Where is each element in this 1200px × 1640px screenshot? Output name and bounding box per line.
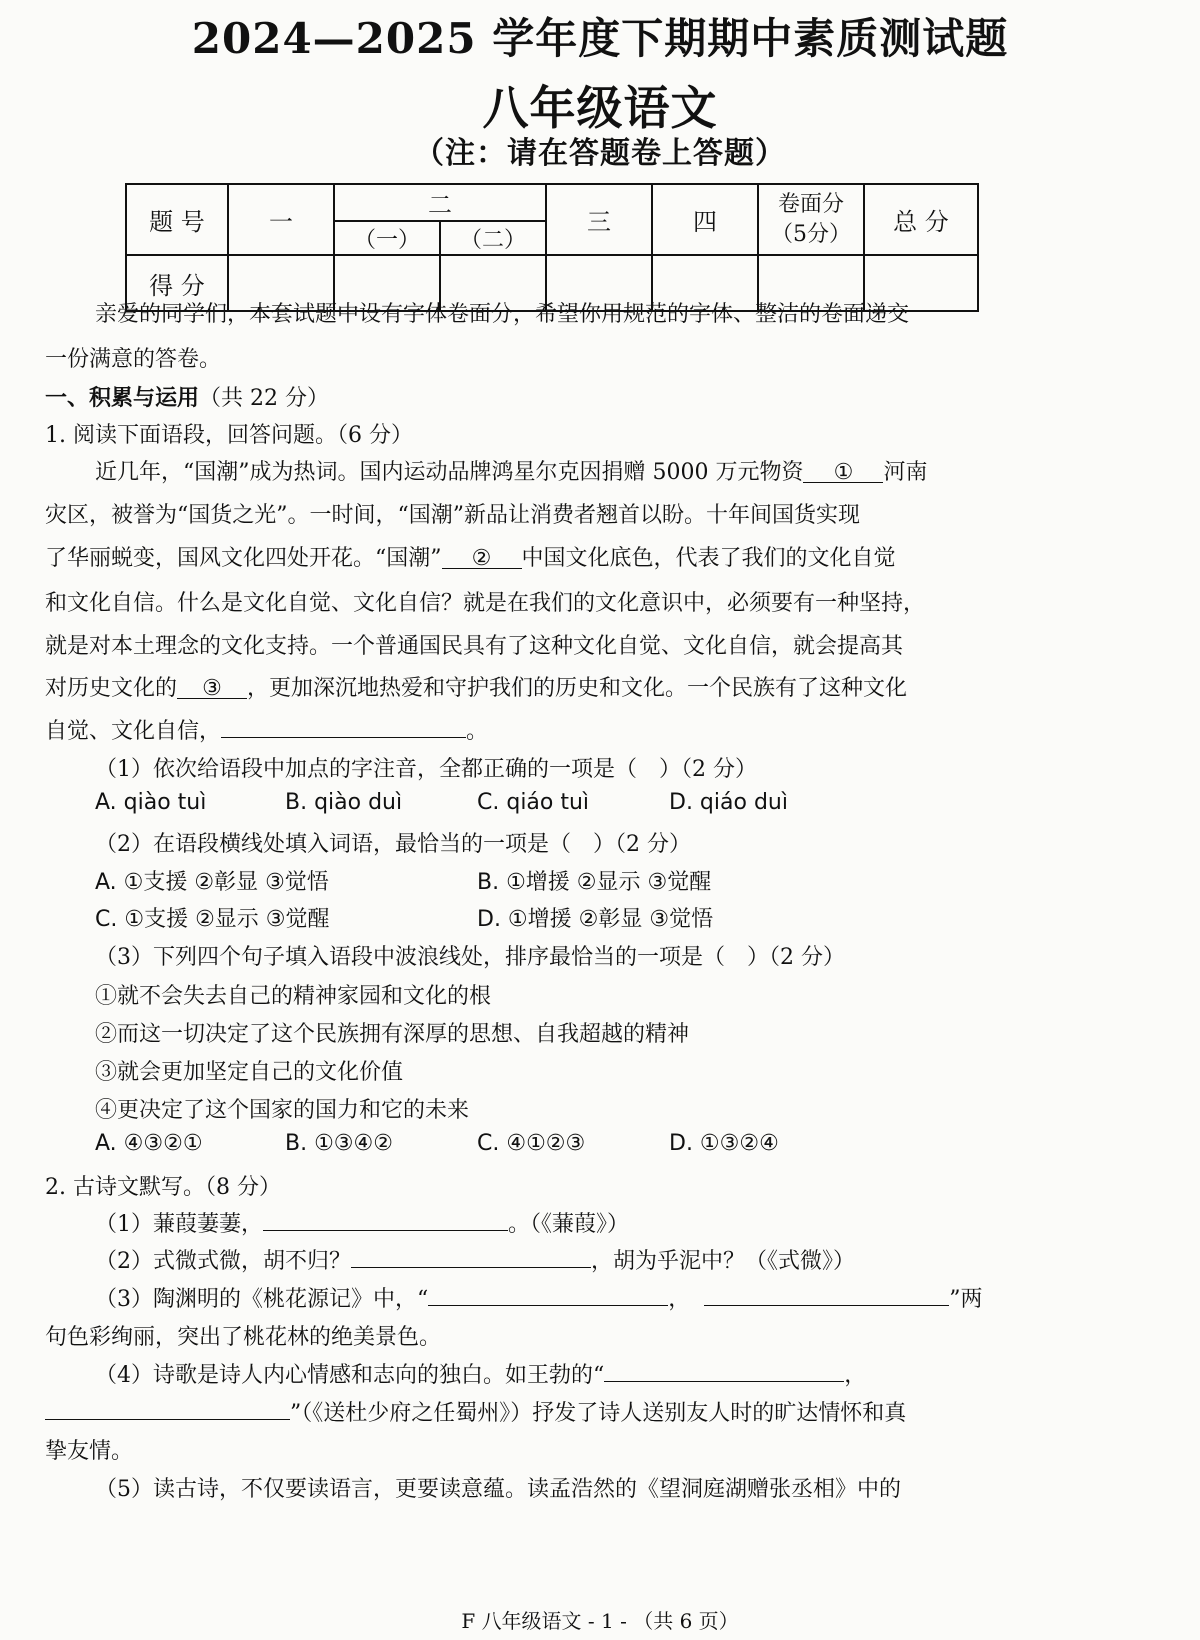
- recite-text: ，: [668, 1287, 691, 1312]
- q1-sub2-option-d: D. ①增援 ②彰显 ③觉悟: [477, 907, 714, 932]
- passage-text: 了华丽蜕变，国风文化四处开花。“国潮”: [45, 546, 442, 571]
- exam-title: 2024—2025 学年度下期期中素质测试题: [191, 14, 1009, 63]
- q1-sentence-2: ②而这一切决定了这个民族拥有深厚的思想、自我超越的精神: [95, 1022, 690, 1047]
- recite-text: （4）诗歌是诗人内心情感和志向的独白。如王勃的“: [95, 1363, 605, 1388]
- recite-text: （1）蒹葭萋萋，: [95, 1212, 263, 1237]
- q1-passage-line-6: [45, 671, 907, 702]
- q1-passage-line-5: 就是对本土理念的文化支持。一个普通国民具有了这种文化自觉、文化自信，就会提高其: [45, 634, 904, 659]
- q1-passage-line-1: [95, 455, 928, 486]
- q1-sub1-option-b: B. qiào duì: [285, 790, 403, 815]
- q2-item-1: [95, 1207, 629, 1238]
- blank-wavy: [221, 715, 466, 738]
- q1-sub3: （3）下列四个句子填入语段中波浪线处，排序最恰当的一项是（ ）（2 分）: [95, 945, 845, 970]
- col-neatness-label: 卷面分: [777, 191, 844, 217]
- blank-1: ①: [803, 460, 883, 483]
- passage-text: ，更加深沉地热爱和守护我们的历史和文化。一个民族有了这种文化: [247, 676, 908, 701]
- q2-item-4-cont: [45, 1396, 906, 1427]
- q1-sub3-option-d: D. ①③②④: [669, 1131, 779, 1156]
- recite-text: （3）陶渊明的《桃花源记》中，“: [95, 1287, 429, 1312]
- q1-sub3-option-a: A. ④③②①: [95, 1131, 203, 1156]
- q1-sentence-1: ①就不会失去自己的精神家园和文化的根: [95, 984, 492, 1009]
- q1-sub3-option-b: B. ①③④②: [285, 1131, 393, 1156]
- q1-sentence-3: ③就会更加坚定自己的文化价值: [95, 1060, 404, 1085]
- q2-item-4-end: 挚友情。: [45, 1439, 134, 1464]
- recite-text: ，: [844, 1363, 867, 1388]
- recite-blank: [704, 1283, 949, 1306]
- passage-text: 。: [466, 719, 489, 744]
- q1-sub2: （2）在语段横线处填入词语，最恰当的一项是（ ）（2 分）: [95, 832, 691, 857]
- passage-text: 近几年，“国潮”成为热词。国内运动品牌鸿星尔克因捐赠 5000 万元物资: [95, 460, 804, 485]
- recite-blank: [263, 1208, 508, 1231]
- recite-blank: [604, 1359, 844, 1382]
- col-part-2: 二: [334, 184, 546, 221]
- recite-text: ”两: [949, 1287, 983, 1312]
- recite-text: ，胡为乎泥中？（《式微》）: [591, 1249, 856, 1274]
- row-label-score: 得 分: [126, 255, 228, 311]
- q2-item-4: [95, 1358, 866, 1389]
- q2-item-3: [95, 1282, 983, 1313]
- exam-subject: 八年级语文: [482, 81, 718, 135]
- recite-blank: [45, 1397, 290, 1420]
- q2-stem: 2. 古诗文默写。（8 分）: [45, 1175, 281, 1200]
- q1-passage-line-7: [45, 714, 488, 745]
- exam-note: （注：请在答题卷上答题）: [414, 136, 786, 171]
- col-part-4: 四: [652, 184, 758, 255]
- recite-text: （2）式微式微，胡不归？: [95, 1249, 351, 1274]
- col-total: 总 分: [864, 184, 978, 255]
- q1-sub1: （1）依次给语段中加点的字注音，全都正确的一项是（ ）（2 分）: [95, 757, 757, 782]
- q1-passage-line-2: 灾区，被誉为“国货之光”。一时间，“国潮”新品让消费者翘首以盼。十年间国货实现: [45, 503, 860, 528]
- intro-line-2: 一份满意的答卷。: [45, 347, 222, 372]
- col-part-2-sub1: （一）: [334, 221, 440, 255]
- q1-sub2-option-a: A. ①支援 ②彰显 ③觉悟: [95, 870, 329, 895]
- passage-text: 河南: [883, 460, 928, 485]
- col-neatness: [758, 184, 864, 255]
- passage-text: 中国文化底色，代表了我们的文化自觉: [521, 546, 896, 571]
- row-label-number: 题 号: [126, 184, 228, 255]
- recite-text: 。（《蒹葭》）: [508, 1212, 630, 1237]
- score-table: [125, 183, 979, 312]
- col-neatness-points: （5分）: [771, 221, 851, 247]
- q1-passage-line-4: 和文化自信。什么是文化自觉、文化自信？就是在我们的文化意识中，必须要有一种坚持，: [45, 591, 926, 616]
- section-1-title: 一、积累与运用: [45, 385, 200, 411]
- q2-item-5: （5）读古诗，不仅要读语言，更要读意蕴。读孟浩然的《望洞庭湖赠张丞相》中的: [95, 1477, 901, 1502]
- recite-blank: [351, 1245, 591, 1268]
- section-1-points: （共 22 分）: [199, 386, 329, 411]
- section-1-heading: [45, 381, 329, 412]
- passage-text: 自觉、文化自信，: [45, 719, 222, 744]
- page-footer: F 八年级语文 - 1 - （共 6 页）: [461, 1609, 739, 1633]
- blank-3: ③: [177, 676, 247, 699]
- q1-sub1-option-a: A. qiào tuì: [95, 790, 207, 815]
- q1-sub1-option-c: C. qiáo tuì: [477, 790, 590, 815]
- recite-text: ”（《送杜少府之任蜀州》）抒发了诗人送别友人时的旷达情怀和真: [290, 1401, 907, 1426]
- recite-blank: [428, 1283, 668, 1306]
- q2-item-2: [95, 1244, 855, 1275]
- q1-stem: 1. 阅读下面语段，回答问题。（6 分）: [45, 423, 413, 448]
- q1-sub1-option-d: D. qiáo duì: [669, 790, 788, 815]
- q1-sentence-4: ④更决定了这个国家的国力和它的未来: [95, 1098, 470, 1123]
- q1-sub2-option-c: C. ①支援 ②显示 ③觉醒: [95, 907, 330, 932]
- blank-2: ②: [442, 546, 522, 569]
- col-part-3: 三: [546, 184, 652, 255]
- intro-line-1: 亲爱的同学们，本套试题中设有字体卷面分，希望你用规范的字体、整洁的卷面递交: [95, 302, 910, 327]
- q1-passage-line-3: [45, 541, 896, 572]
- passage-text: 对历史文化的: [45, 676, 178, 701]
- q2-item-3-cont: 句色彩绚丽，突出了桃花林的绝美景色。: [45, 1325, 442, 1350]
- col-part-1: 一: [228, 184, 334, 255]
- col-part-2-sub2: （二）: [440, 221, 546, 255]
- q1-sub3-option-c: C. ④①②③: [477, 1131, 586, 1156]
- q1-sub2-option-b: B. ①增援 ②显示 ③觉醒: [477, 870, 712, 895]
